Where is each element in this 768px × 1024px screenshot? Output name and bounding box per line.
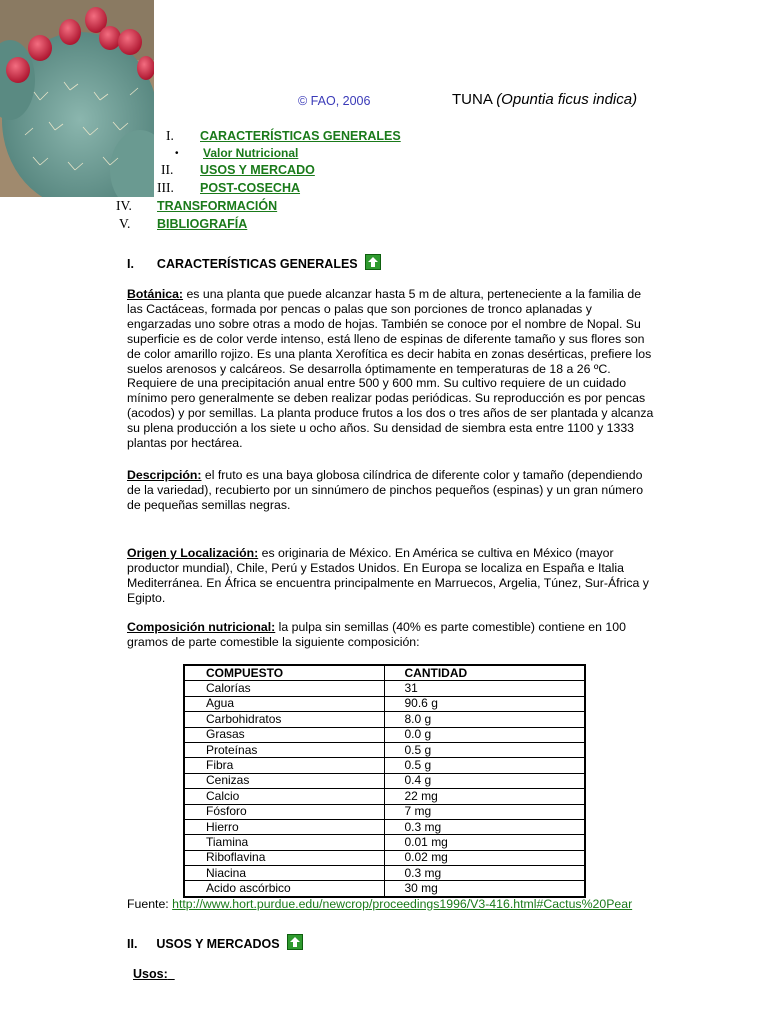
cantidad-cell: 0.5 g <box>384 742 585 757</box>
cactus-image <box>0 0 154 197</box>
toc-bullet: • <box>175 148 179 159</box>
table-row <box>184 742 585 757</box>
descripcion-paragraph <box>127 468 659 513</box>
origen-label: Origen y Localización: <box>127 546 259 560</box>
cantidad-cell: 90.6 g <box>384 696 585 711</box>
table-row <box>184 712 585 727</box>
cantidad-cell: 0.3 mg <box>384 866 585 881</box>
table-row <box>184 866 585 881</box>
compuesto-cell: Agua <box>184 696 384 711</box>
cantidad-cell: 22 mg <box>384 789 585 804</box>
compuesto-cell: Fibra <box>184 758 384 773</box>
section-1-num: I. <box>127 257 134 271</box>
compuesto-cell: Grasas <box>184 727 384 742</box>
botanica-text: es una planta que puede alcanzar hasta 5 m de altura, perteneciente a la familia de las Cactáceas, formada por pencas o palas que son porciones de tronco aplanadas y engarzadas uno sobre otras a modo de hojas. También se conoce por el nombre de Nopal. Su superficie es de color verde intenso, está lleno de espinas de diferente tamaño y sus flores son de color amarillo rojizo. Es una planta Xerofítica es decir habita en zonas desérticas, prefiere los suelos arenosos y calcáreos. Se desarrolla óptimamente en temperaturas de 18 a 26 ºC. Requiere de una precipitación anual entre 500 y 600 mm. Su cultivo requiere de un cuidado mínimo pero generalmente se deben realizar podas periódicas. Su reproducción es por pencas (acodos) y por semillas. La planta produce frutos a los dos o tres años de ser plantada y alcanza su plena producción a los siete u ocho años. Su densidad de siembra esta entre 1100 y 1333 plantas por hectárea. <box>127 287 654 451</box>
composicion-text: la pulpa sin semillas (40% es parte comestible) contiene en 100 gramos de parte comestible la siguiente composición: <box>127 620 626 649</box>
table-row <box>184 804 585 819</box>
table-row <box>184 881 585 897</box>
table-row <box>184 850 585 865</box>
toc-link-post-cosecha[interactable]: POST-COSECHA <box>200 181 301 195</box>
usos-label: Usos: <box>133 967 168 981</box>
cantidad-cell: 0.4 g <box>384 773 585 788</box>
cantidad-cell: 0.01 mg <box>384 835 585 850</box>
compuesto-cell: Carbohidratos <box>184 712 384 727</box>
section-1-title: CARACTERÍSTICAS GENERALES <box>156 257 358 271</box>
toc-link-usos[interactable]: USOS Y MERCADO <box>200 163 315 177</box>
table-row <box>184 758 585 773</box>
compuesto-cell: Proteínas <box>184 742 384 757</box>
section-2-title: USOS Y MERCADOS <box>156 937 280 951</box>
table-row <box>184 789 585 804</box>
title-main: TUNA <box>452 91 493 108</box>
composicion-label: Composición nutricional: <box>127 620 276 634</box>
fuente-link[interactable]: http://www.hort.purdue.edu/newcrop/proceedings1996/V3-416.html#Cactus%20Pear <box>172 897 633 911</box>
compuesto-cell: Cenizas <box>184 773 384 788</box>
compuesto-cell: Riboflavina <box>184 850 384 865</box>
toc-num-4: IV. <box>116 198 132 213</box>
nutrition-table <box>183 664 586 898</box>
fuente-line <box>127 897 632 911</box>
compuesto-cell: Fósforo <box>184 804 384 819</box>
page-title <box>452 91 637 108</box>
compuesto-cell: Tiamina <box>184 835 384 850</box>
toc-num-1: I. <box>166 128 174 143</box>
origen-text: es originaria de México. En América se cultiva en México (mayor productor mundial), Chile, Perú y Estados Unidos. En Europa se localiza en España e Italia Mediterránea. En África se encuentra principalmente en Marruecos, Argelia, Túnez, Sur-África y Egipto. <box>127 546 649 605</box>
toc-num-5: V. <box>119 216 131 231</box>
toc-link-bibliografia[interactable]: BIBLIOGRAFÍA <box>157 217 248 231</box>
nutrition-table-body <box>184 681 585 897</box>
botanica-label: Botánica: <box>127 287 184 301</box>
descripcion-label: Descripción: <box>127 468 202 482</box>
compuesto-cell: Acido ascórbico <box>184 881 384 897</box>
table-header-cantidad: CANTIDAD <box>384 665 585 681</box>
section-2-num: II. <box>127 937 138 951</box>
cantidad-cell: 0.5 g <box>384 758 585 773</box>
table-header-compuesto: COMPUESTO <box>184 665 384 681</box>
table-row <box>184 819 585 834</box>
cantidad-cell: 31 <box>384 681 585 696</box>
cantidad-cell: 0.3 mg <box>384 819 585 834</box>
botanica-paragraph <box>127 287 659 451</box>
back-to-top-arrow-icon[interactable] <box>365 254 381 270</box>
toc-link-valor-nutricional[interactable]: Valor Nutricional <box>203 146 299 160</box>
toc-link-transformacion[interactable]: TRANSFORMACIÓN <box>157 199 278 213</box>
cantidad-cell: 0.02 mg <box>384 850 585 865</box>
table-header-row <box>184 665 585 681</box>
compuesto-cell: Hierro <box>184 819 384 834</box>
fuente-label: Fuente: <box>127 897 173 911</box>
compuesto-cell: Niacina <box>184 866 384 881</box>
cantidad-cell: 8.0 g <box>384 712 585 727</box>
toc-num-3: III. <box>157 180 174 195</box>
table-row <box>184 727 585 742</box>
compuesto-cell: Calcio <box>184 789 384 804</box>
table-row <box>184 835 585 850</box>
copyright-text: © FAO, 2006 <box>298 94 371 108</box>
compuesto-cell: Calorías <box>184 681 384 696</box>
cantidad-cell: 0.0 g <box>384 727 585 742</box>
table-row <box>184 696 585 711</box>
section-heading-2 <box>127 934 303 951</box>
origen-paragraph <box>127 546 659 606</box>
cantidad-cell: 30 mg <box>384 881 585 897</box>
toc-num-2: II. <box>161 162 174 177</box>
table-row <box>184 681 585 696</box>
descripcion-text: el fruto es una baya globosa cilíndrica de diferente color y tamaño (dependiendo de la variedad), recubierto por un sinnúmero de pinchos pequeños (espinas) y un gran número de pequeñas semillas negras. <box>127 468 644 512</box>
composicion-paragraph <box>127 620 659 650</box>
cantidad-cell: 7 mg <box>384 804 585 819</box>
title-latin: (Opuntia ficus indica) <box>496 91 638 108</box>
toc-link-caracteristicas[interactable]: CARACTERÍSTICAS GENERALES <box>200 129 401 143</box>
section-heading-1 <box>127 254 381 271</box>
table-row <box>184 773 585 788</box>
back-to-top-arrow-icon[interactable] <box>287 934 303 950</box>
